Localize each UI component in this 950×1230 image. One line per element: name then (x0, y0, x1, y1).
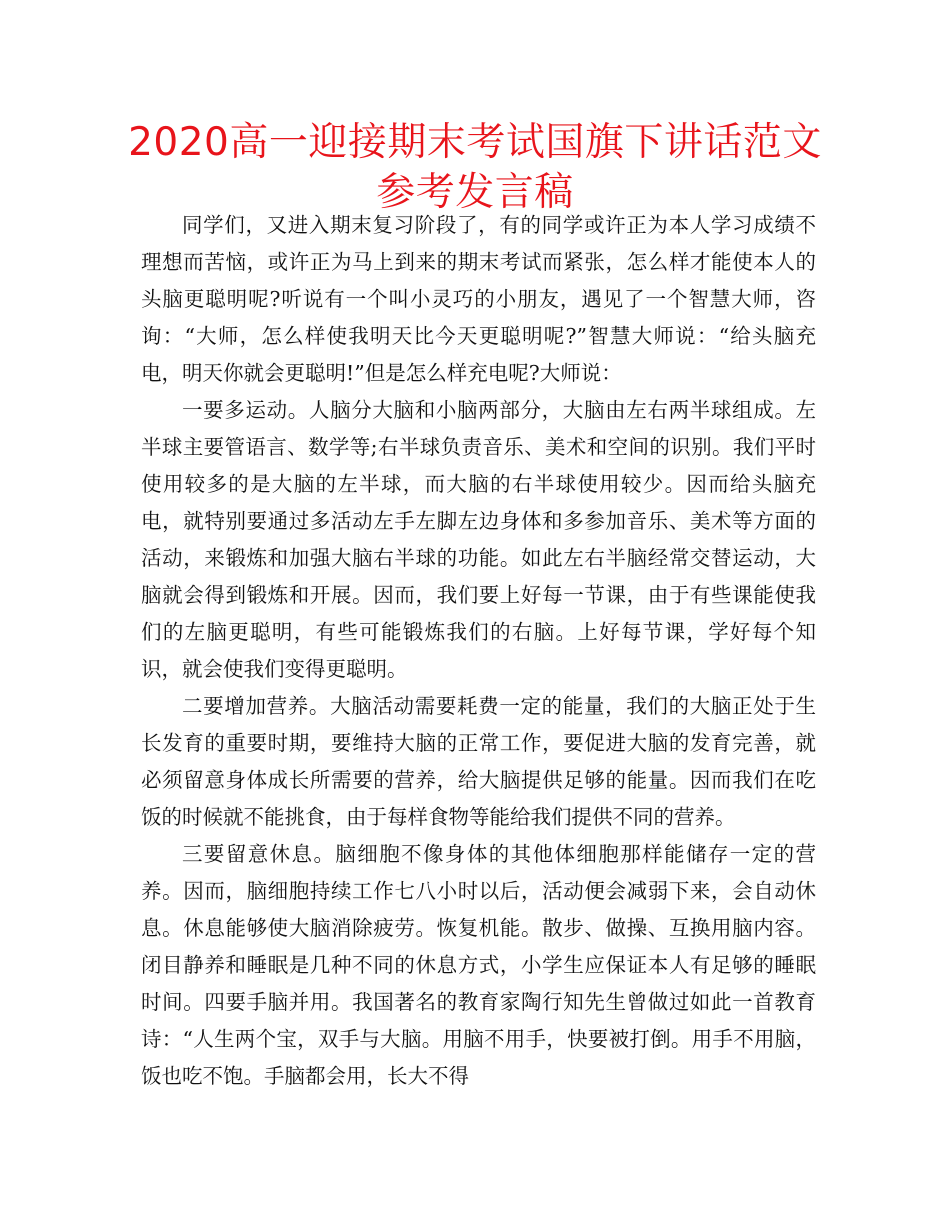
paragraph-nutrition: 二要增加营养。大脑活动需要耗费一定的能量，我们的大脑正处于生长发育的重要时期，要维持大脑的正常工作，要促进大脑的发育完善，就必须留意身体成长所需要的营养，给大脑提供足够的能量。因而我们在吃饭的时候就不能挑食，由于每样食物等能给我们提供不同的营养。 (141, 694, 816, 829)
paragraph-rest: 三要留意休息。脑细胞不像身体的其他体细胞那样能储存一定的营养。因而，脑细胞持续工作七八小时以后，活动便会减弱下来，会自动休息。休息能够使大脑消除疲劳。恢复机能。散步、做操、互换用脑内容。闭目静养和睡眠是几种不同的休息方式，小学生应保证本人有足够的睡眠时间。四要手脑并用。我国著名的教育家陶行知先生曾做过如此一首教育诗：“人生两个宝，双手与大脑。用脑不用手，快要被打倒。用手不用脑，饭也吃不饱。手脑都会用，长大不得 (141, 842, 816, 1088)
paragraph-intro: 同学们，又进入期末复习阶段了，有的同学或许正为本人学习成绩不理想而苦恼，或许正为马上到来的期末考试而紧张，怎么样才能使本人的头脑更聪明呢?听说有一个叫小灵巧的小朋友，遇见了一个智慧大师，咨询：“大师，怎么样使我明天比今天更聪明呢?”智慧大师说：“给头脑充电，明天你就会更聪明!”但是怎么样充电呢?大师说： (141, 213, 816, 385)
document-title: 2020高一迎接期末考试国旗下讲话范文参考发言稿 (128, 120, 822, 215)
document-body (141, 207, 816, 1095)
paragraph-exercise: 一要多运动。人脑分大脑和小脑两部分，大脑由左右两半球组成。左半球主要管语言、数学等;右半球负责音乐、美术和空间的识别。我们平时使用较多的是大脑的左半球，而大脑的右半球使用较少。因而给头脑充电，就特别要通过多活动左手左脚左边身体和多参加音乐、美术等方面的活动，来锻炼和加强大脑右半球的功能。如此左右半脑经常交替运动，大脑就会得到锻炼和开展。因而，我们要上好每一节课，由于有些课能使我们的左脑更聪明，有些可能锻炼我们的右脑。上好每节课，学好每个知识，就会使我们变得更聪明。 (141, 398, 816, 681)
